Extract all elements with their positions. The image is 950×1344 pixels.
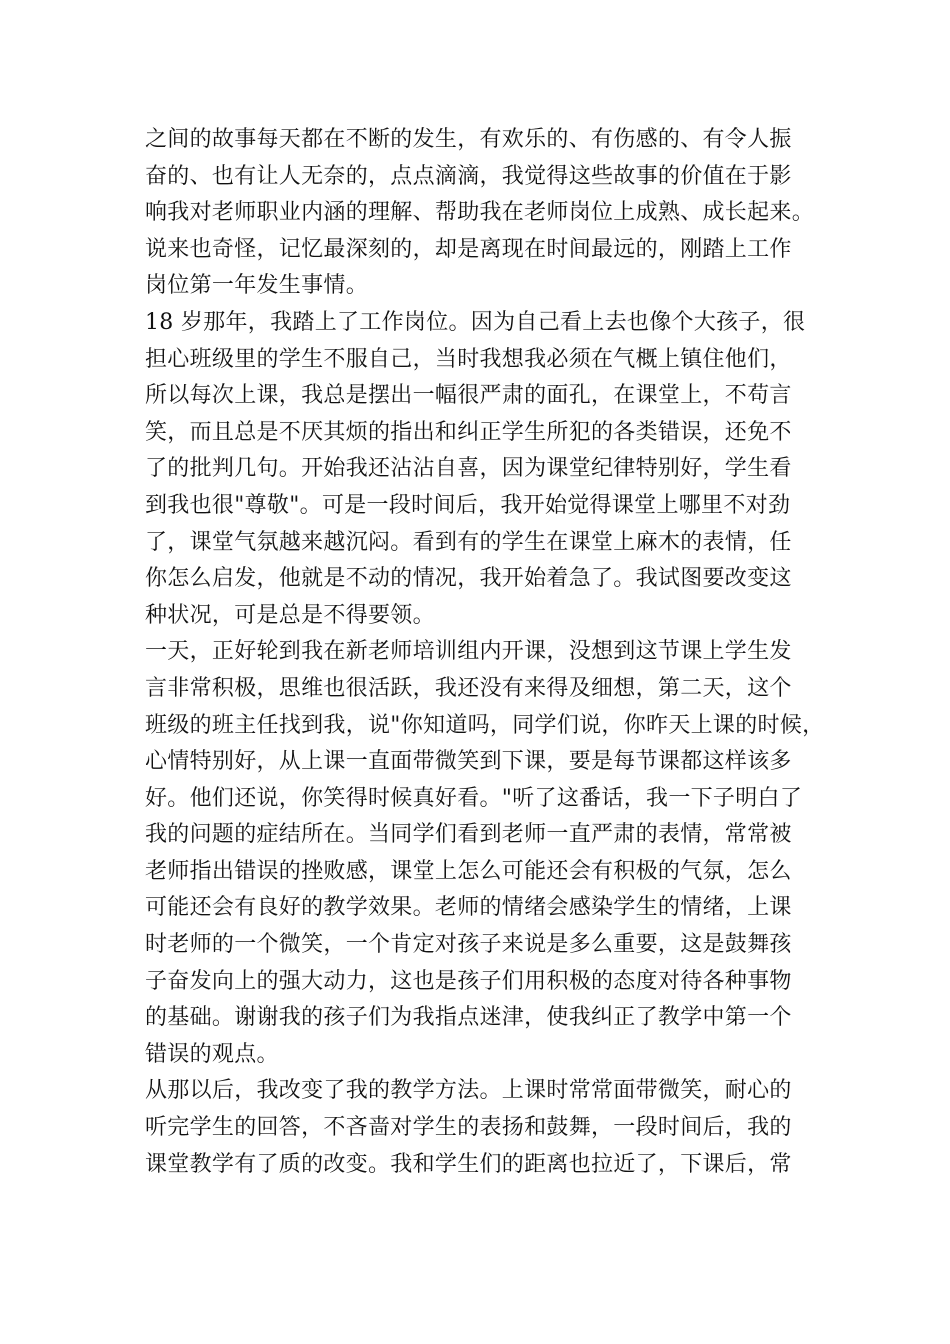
text-line: 好。他们还说，你笑得时候真好看。"听了这番话，我一下子明白了	[145, 785, 803, 811]
text-line: 时老师的一个微笑，一个肯定对孩子来说是多么重要，这是鼓舞孩	[145, 932, 792, 958]
text-line: 心情特别好，从上课一直面带微笑到下课，要是每节课都这样该多	[145, 749, 792, 775]
text-line: 错误的观点。	[145, 1041, 279, 1067]
text-line: 了，课堂气氛越来越沉闷。看到有的学生在课堂上麻木的表情，任	[145, 529, 792, 555]
text-line: 奋的、也有让人无奈的，点点滴滴，我觉得这些故事的价值在于影	[145, 163, 792, 189]
text-line: 课堂教学有了质的改变。我和学生们的距离也拉近了，下课后，常	[145, 1151, 792, 1177]
text-line: 了的批判几句。开始我还沾沾自喜，因为课堂纪律特别好，学生看	[145, 456, 792, 482]
document-body	[145, 122, 825, 1183]
text-line: 班级的班主任找到我，说"你知道吗，同学们说，你昨天上课的时候，	[145, 712, 825, 738]
text-line: 你怎么启发，他就是不动的情况，我开始着急了。我试图要改变这	[145, 566, 792, 592]
text-line: 种状况，可是总是不得要领。	[145, 602, 435, 628]
text-line: 所以每次上课，我总是摆出一幅很严肃的面孔，在课堂上，不苟言	[145, 383, 792, 409]
text-line: 18 岁那年，我踏上了工作岗位。因为自己看上去也像个大孩子，很	[145, 309, 806, 335]
text-line: 响我对老师职业内涵的理解、帮助我在老师岗位上成熟、成长起来。	[145, 200, 815, 226]
text-line: 听完学生的回答，不吝啬对学生的表扬和鼓舞，一段时间后，我的	[145, 1115, 792, 1141]
text-line: 的基础。谢谢我的孩子们为我指点迷津，使我纠正了教学中第一个	[145, 1005, 792, 1031]
text-line: 岗位第一年发生事情。	[145, 273, 369, 299]
text-line: 从那以后，我改变了我的教学方法。上课时常常面带微笑，耐心的	[145, 1078, 792, 1104]
text-line: 子奋发向上的强大动力，这也是孩子们用积极的态度对待各种事物	[145, 968, 792, 994]
text-line: 我的问题的症结所在。当同学们看到老师一直严肃的表情，常常被	[145, 822, 792, 848]
text-line: 言非常积极，思维也很活跃，我还没有来得及细想，第二天，这个	[145, 675, 792, 701]
text-line: 可能还会有良好的教学效果。老师的情绪会感染学生的情绪，上课	[145, 895, 792, 921]
text-line: 一天，正好轮到我在新老师培训组内开课，没想到这节课上学生发	[145, 639, 792, 665]
text-line: 担心班级里的学生不服自己，当时我想我必须在气概上镇住他们，	[145, 346, 792, 372]
text-line: 之间的故事每天都在不断的发生，有欢乐的、有伤感的、有令人振	[145, 127, 792, 152]
text-line: 笑，而且总是不厌其烦的指出和纠正学生所犯的各类错误，还免不	[145, 419, 792, 445]
text-line: 说来也奇怪，记忆最深刻的，却是离现在时间最远的，刚踏上工作	[145, 236, 792, 262]
text-line: 老师指出错误的挫败感，课堂上怎么可能还会有积极的气氛，怎么	[145, 858, 792, 884]
text-line: 到我也很"尊敬"。可是一段时间后，我开始觉得课堂上哪里不对劲	[145, 492, 791, 518]
